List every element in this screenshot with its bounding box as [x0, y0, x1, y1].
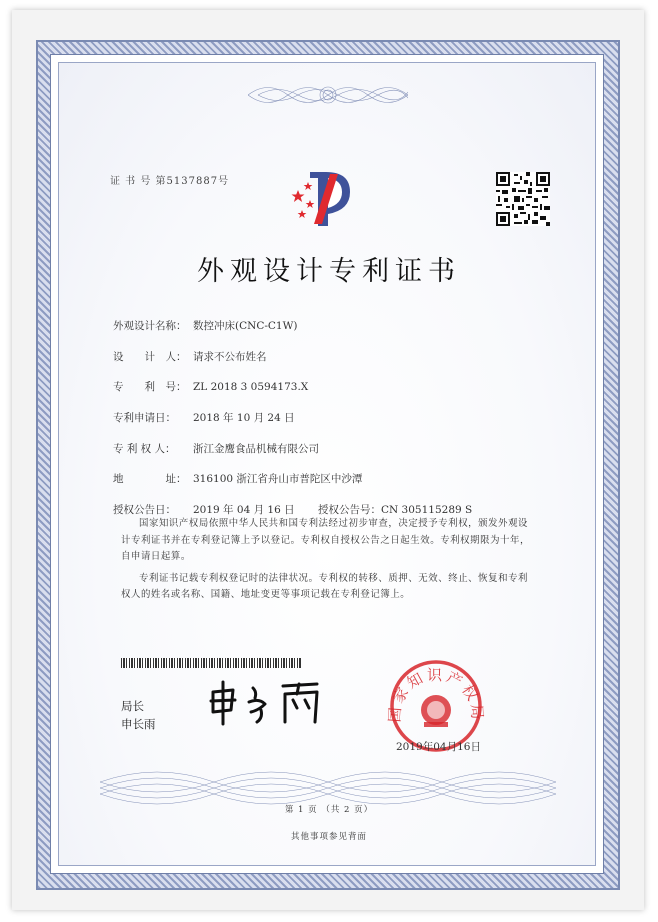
field-label: 专 利 号：	[113, 381, 187, 393]
field-label: 外观设计名称：	[113, 320, 187, 332]
field-value: ZL 2018 3 0594173.X	[193, 381, 309, 393]
field-label: 地 址：	[113, 473, 187, 485]
field-application-date	[113, 410, 295, 425]
field-value: 数控冲床(CNC-C1W)	[193, 320, 298, 332]
field-label: 设 计 人：	[113, 351, 187, 363]
field-design-name	[113, 318, 298, 333]
field-designer	[113, 349, 267, 364]
field-patent-number	[113, 379, 308, 394]
field-grant-number	[318, 502, 472, 517]
body-paragraph: 国家知识产权局依照中华人民共和国专利法经过初步审查，决定授予专利权，颁发外观设计专利证书并在专利登记簿上予以登记。专利权自授权公告之日起生效。专利权期限为十年，自申请日起算。	[121, 518, 530, 562]
body-paragraph: 专利证书记载专利权登记时的法律状况。专利权的转移、质押、无效、终止、恢复和专利权人的姓名或名称、国籍、地址变更等事项记载在专利登记簿上。	[121, 572, 529, 600]
qr-code-icon	[496, 172, 550, 226]
svg-text:国家知识产权局: 国家知识产权局	[385, 666, 487, 723]
barcode-icon	[121, 658, 301, 668]
field-value: CN 305115289 S	[381, 504, 473, 516]
signatory-name: 申长雨	[121, 717, 156, 731]
field-label: 专利申请日：	[113, 412, 176, 424]
signatory-title: 局长	[121, 699, 144, 713]
footnote: 其他事项参见背面	[290, 832, 367, 842]
field-value: 2019 年 04 月 16 日	[193, 504, 295, 516]
field-label: 授权公告号：	[318, 504, 381, 516]
field-label: 专 利 权 人：	[113, 443, 176, 455]
certificate-body	[121, 516, 535, 604]
field-grant-date	[113, 502, 295, 517]
seal-date: 2019年04月16日	[396, 741, 481, 753]
field-patentee	[113, 441, 319, 456]
field-value: 请求不公布姓名	[193, 351, 267, 363]
field-value: 316100 浙江省舟山市普陀区中沙潭	[193, 473, 363, 485]
certificate-number: 证 书 号 第5137887号	[110, 176, 230, 187]
top-ornament	[248, 80, 408, 110]
certificate-title: 外观设计专利证书	[197, 256, 461, 287]
page-number: 第 1 页 （共 2 页）	[284, 805, 374, 815]
field-value: 浙江金鹰食品机械有限公司	[193, 443, 319, 455]
cnipa-logo-icon	[288, 166, 370, 228]
official-seal-icon	[378, 656, 494, 752]
field-address	[113, 471, 362, 486]
handwritten-signature-icon	[205, 678, 335, 728]
field-value: 2018 年 10 月 24 日	[193, 412, 295, 424]
field-label: 授权公告日：	[113, 504, 176, 516]
